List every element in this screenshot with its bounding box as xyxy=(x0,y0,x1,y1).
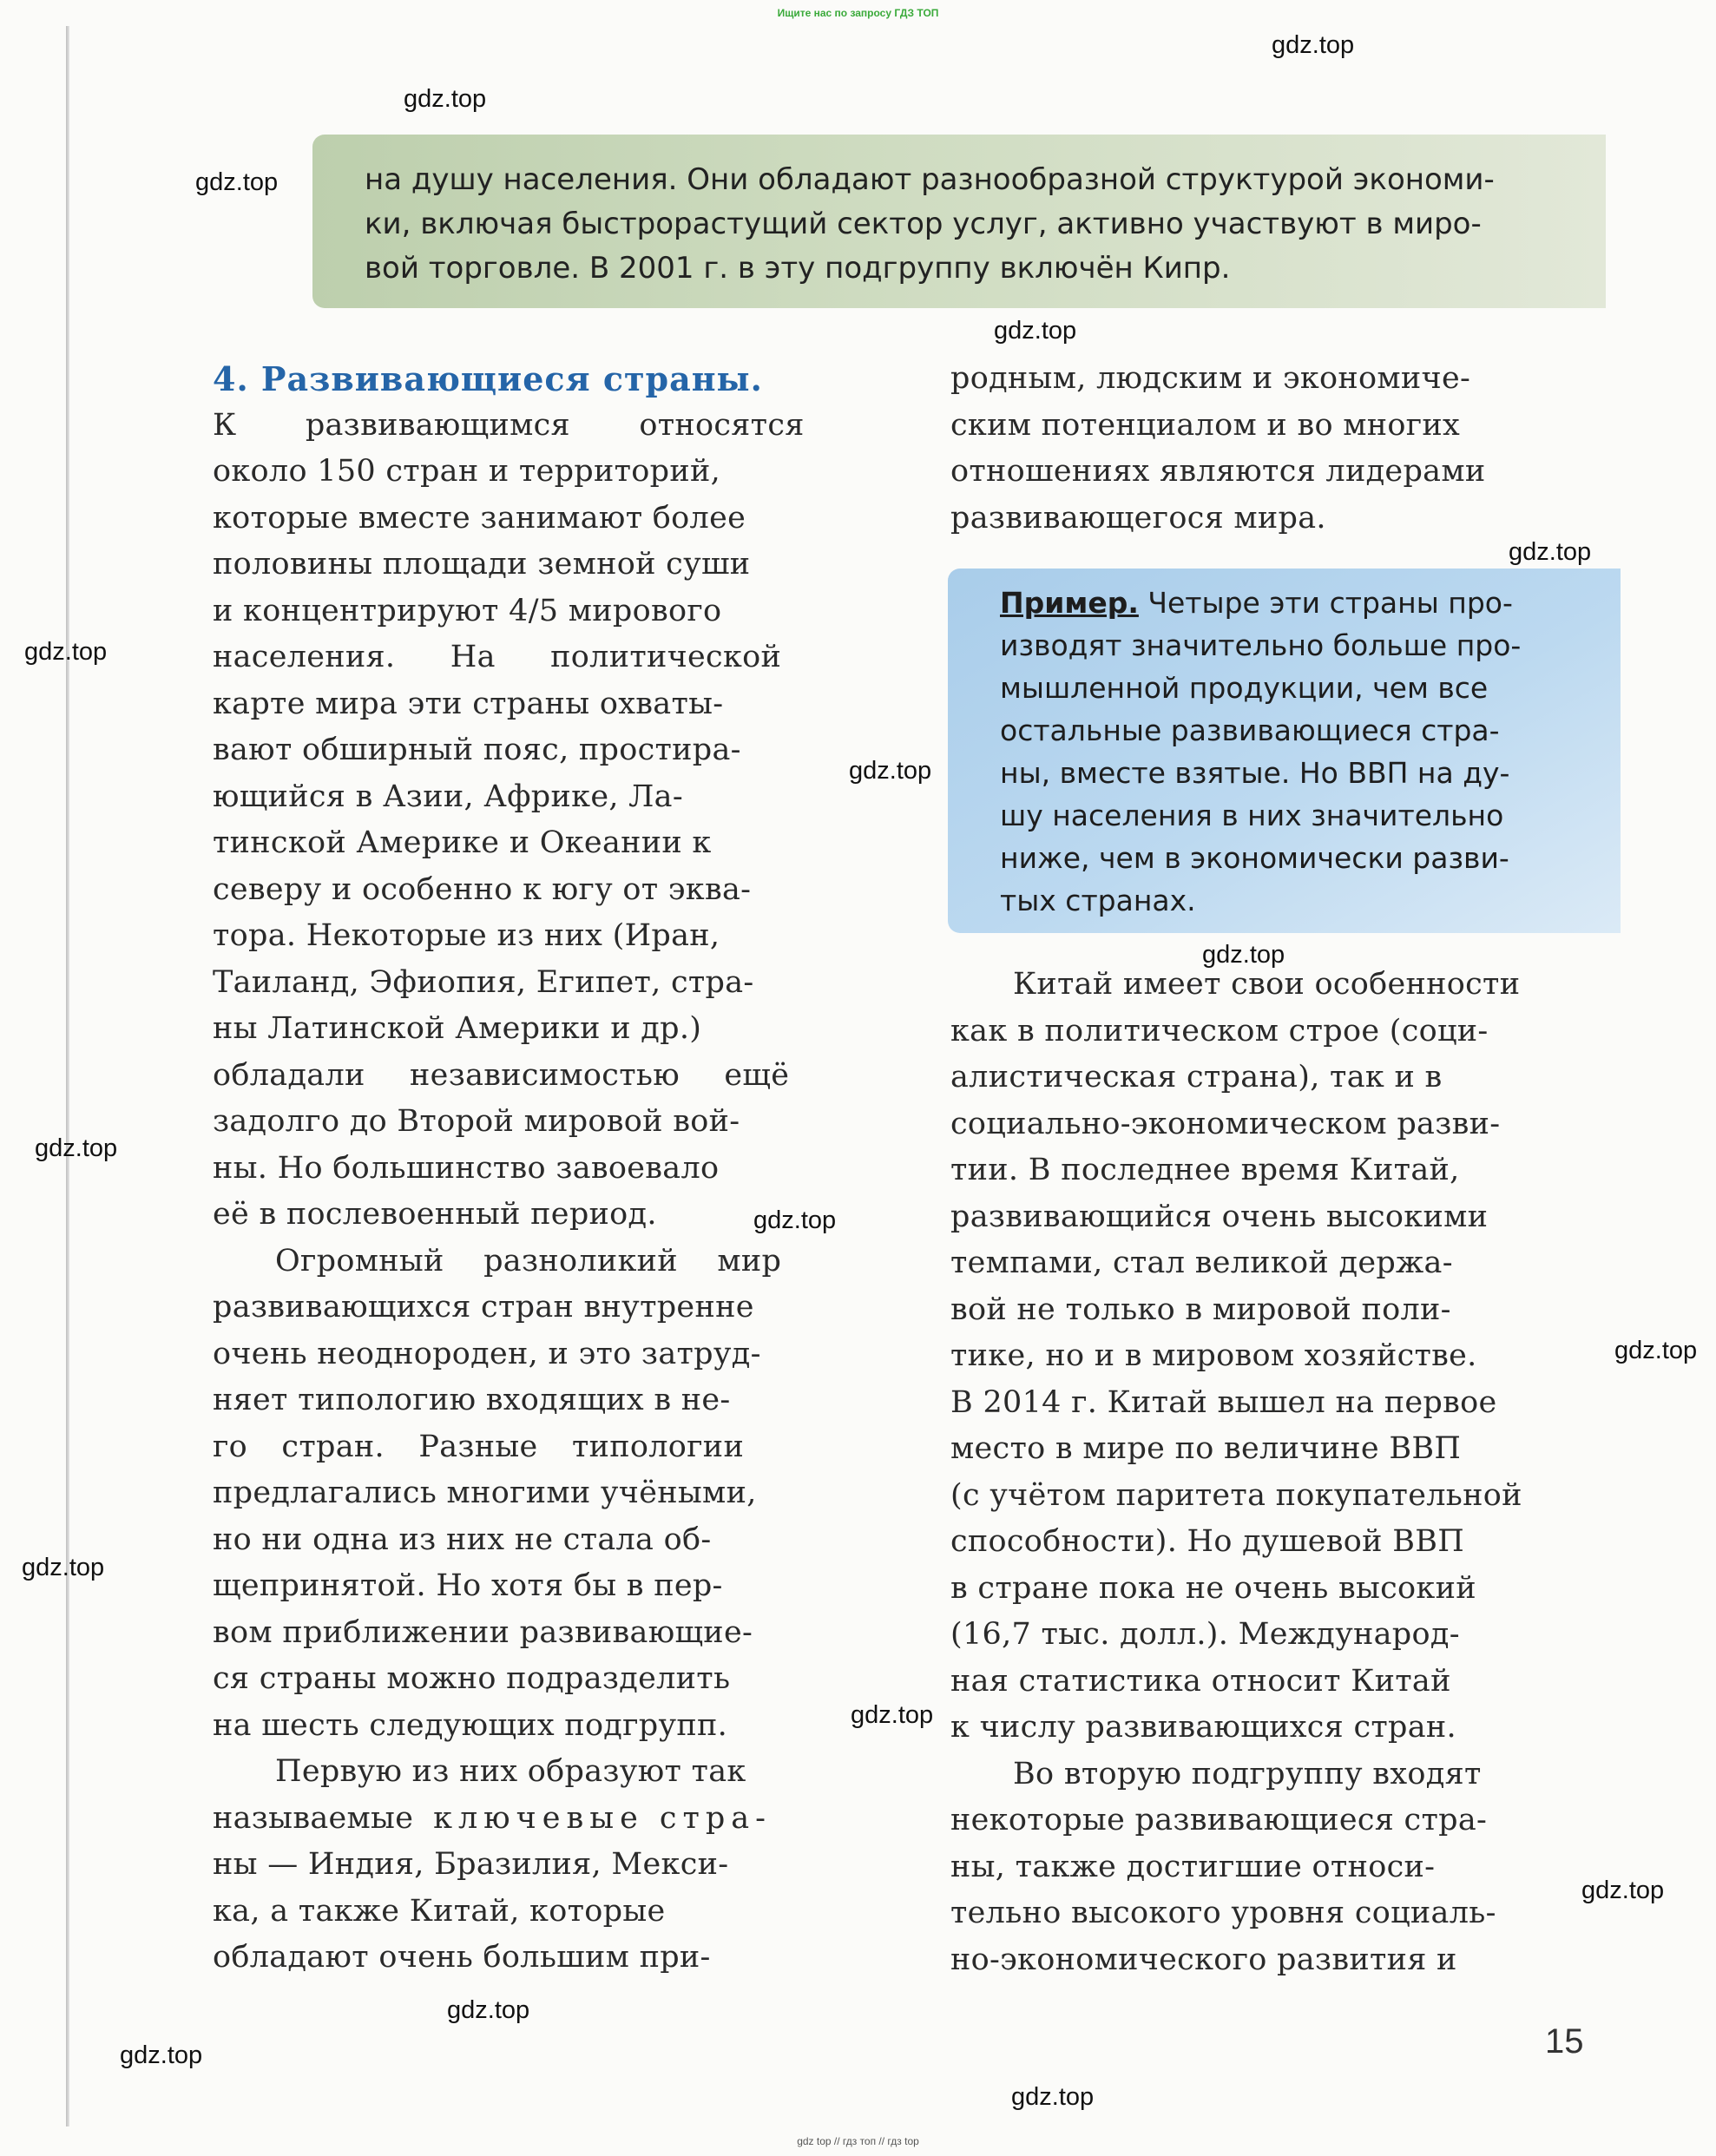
text-line: тике, но и в мировом хозяйстве. xyxy=(950,1338,1477,1373)
text-line: ниже, чем в экономически разви- xyxy=(1000,841,1509,875)
text-line: мышленной продукции, чем все xyxy=(1000,671,1489,705)
text-line: половины площади земной суши xyxy=(213,547,751,582)
text-line: способности). Но душевой ВВП xyxy=(950,1524,1465,1559)
text-line: ны Латинской Америки и др.) xyxy=(213,1011,702,1046)
text-line: алистическая страна), так и в xyxy=(950,1060,1443,1094)
text-line: (16,7 тыс. долл.). Международ- xyxy=(950,1617,1460,1652)
watermark: gdz.top xyxy=(994,317,1077,345)
text-line: В 2014 г. Китай вышел на первое xyxy=(950,1384,1497,1420)
text-line: социально-экономическом разви- xyxy=(950,1106,1501,1141)
example-label: Пример. xyxy=(1000,586,1139,620)
watermark: gdz.top xyxy=(120,2041,203,2069)
text-line: К развивающимся относятся xyxy=(213,407,805,443)
text-line: тинской Америке и Океании к xyxy=(213,825,712,860)
text-line: Огромный разноликий мир xyxy=(275,1243,782,1278)
top-note: Ищите нас по запросу ГДЗ ТОП xyxy=(777,7,939,19)
text-line: тельно высокого уровня социаль- xyxy=(950,1896,1496,1930)
text-line: развивающийся очень высокими xyxy=(950,1199,1489,1234)
watermark: gdz.top xyxy=(1011,2083,1095,2111)
text-line: ны — Индия, Бразилия, Мекси- xyxy=(213,1847,729,1882)
watermark: gdz.top xyxy=(195,168,279,196)
text-line: тых странах. xyxy=(1000,884,1196,917)
text-line: ная статистика относит Китай xyxy=(950,1663,1451,1699)
text-line: родным, людским и экономиче- xyxy=(950,361,1471,396)
text-line: развивающихся стран внутренне xyxy=(213,1290,754,1324)
text-line: как в политическом строе (соци- xyxy=(950,1013,1489,1048)
text-line: вой не только в мировой поли- xyxy=(950,1292,1451,1327)
text-line: предлагались многими учёными, xyxy=(213,1476,757,1510)
text-line: карте мира эти страны охваты- xyxy=(213,686,724,721)
text-line: и концентрируют 4/5 мирового xyxy=(213,593,722,628)
text-line: ны, также достигшие относи- xyxy=(950,1849,1436,1884)
right-column-top xyxy=(950,356,1593,542)
key-term: ключевые стра- xyxy=(433,1800,772,1836)
watermark: gdz.top xyxy=(849,757,932,785)
text-line: в стране пока не очень высокий xyxy=(950,1570,1476,1606)
page-binding-edge xyxy=(66,26,69,2126)
text-line: вом приближении развивающие- xyxy=(213,1614,753,1650)
watermark: gdz.top xyxy=(35,1134,118,1162)
section-heading: 4. Развивающиеся страны. xyxy=(213,359,763,398)
watermark: gdz.top xyxy=(404,85,487,113)
text-line: Таиланд, Эфиопия, Египет, стра- xyxy=(213,964,754,1000)
text-line: темпами, стал великой держа- xyxy=(950,1246,1453,1280)
text-line: Первую из них образуют так xyxy=(275,1754,746,1789)
watermark: gdz.top xyxy=(1581,1877,1665,1904)
page-number: 15 xyxy=(1545,2022,1584,2061)
text-line: ющийся в Азии, Африке, Ла- xyxy=(213,779,683,814)
text-line: но-экономического развития и xyxy=(950,1942,1457,1977)
text-line: (с учётом паритета покупательной xyxy=(950,1477,1522,1513)
text-line: ским потенциалом и во многих xyxy=(950,407,1461,443)
watermark: gdz.top xyxy=(1202,941,1285,969)
watermark: gdz.top xyxy=(447,1996,530,2024)
text-line: Во вторую подгруппу входят xyxy=(1013,1756,1482,1791)
text-line: шу населения в них значительно xyxy=(1000,799,1504,832)
watermark: gdz.top xyxy=(1272,31,1355,59)
right-column-bottom xyxy=(950,962,1593,1983)
text-line: задолго до Второй мировой вой- xyxy=(213,1104,740,1139)
text-line: изводят значительно больше про- xyxy=(1000,628,1522,662)
text-line: но ни одна из них не стала об- xyxy=(213,1522,712,1557)
text-line: ся страны можно подразделить xyxy=(213,1661,731,1696)
text-line: Китай имеет свои особенности xyxy=(1013,967,1521,1002)
text-line: на шесть следующих подгрупп. xyxy=(213,1707,728,1743)
text-run: Четыре эти страны про- xyxy=(1138,586,1513,620)
watermark: gdz.top xyxy=(753,1206,837,1234)
text-line: обладали независимостью ещё xyxy=(213,1057,790,1093)
text-line: отношениях являются лидерами xyxy=(950,454,1486,489)
text-line: место в мире по величине ВВП xyxy=(950,1431,1462,1466)
text-line: некоторые развивающиеся стра- xyxy=(950,1803,1488,1837)
text-line: населения. На политической xyxy=(213,640,782,674)
text-line: ны, вместе взятые. Но ВВП на ду- xyxy=(1000,756,1510,790)
watermark: gdz.top xyxy=(24,638,108,666)
text-line: обладают очень большим при- xyxy=(213,1940,711,1975)
text-line: няет типологию входящих в не- xyxy=(213,1383,731,1417)
watermark: gdz.top xyxy=(851,1701,934,1729)
text-line: развивающегося мира. xyxy=(950,500,1326,536)
green-info-text xyxy=(365,158,1597,291)
text-line: тора. Некоторые из них (Иран, xyxy=(213,918,720,953)
text-line: го стран. Разные типологии xyxy=(213,1429,745,1464)
watermark: gdz.top xyxy=(1614,1337,1698,1364)
text-line: которые вместе занимают более xyxy=(213,500,746,536)
text-line xyxy=(1000,582,1608,624)
text-line: к числу развивающихся стран. xyxy=(950,1710,1456,1745)
text-line xyxy=(213,1796,855,1843)
text-line: ны. Но большинство завоевало xyxy=(213,1150,720,1186)
text-line: остальные развивающиеся стра- xyxy=(1000,713,1500,747)
text-line: её в послевоенный период. xyxy=(213,1197,657,1232)
text-line: вают обширный пояс, простира- xyxy=(213,733,741,767)
example-text xyxy=(1000,582,1608,922)
text-line: северу и особенно к югу от эква- xyxy=(213,871,752,907)
text-line: щепринятой. Но хотя бы в пер- xyxy=(213,1568,723,1603)
text-run: называемые xyxy=(213,1800,414,1836)
text-line: ки, включая быстрорастущий сектор услуг, активно участвуют в миро- xyxy=(365,207,1482,241)
text-line: около 150 стран и территорий, xyxy=(213,454,721,489)
bottom-note: gdz top // гдз топ // гдз top xyxy=(797,2135,919,2147)
text-line: на душу населения. Они обладают разнообразной структурой экономи- xyxy=(365,162,1495,197)
text-line: очень неоднороден, и это затруд- xyxy=(213,1336,761,1371)
watermark: gdz.top xyxy=(22,1554,105,1581)
text-line: ка, а также Китай, которые xyxy=(213,1893,666,1929)
text-line: вой торговле. В 2001 г. в эту подгруппу включён Кипр. xyxy=(365,251,1231,286)
text-line: тии. В последнее время Китай, xyxy=(950,1153,1460,1187)
left-column xyxy=(213,356,855,1982)
watermark: gdz.top xyxy=(1509,538,1592,566)
